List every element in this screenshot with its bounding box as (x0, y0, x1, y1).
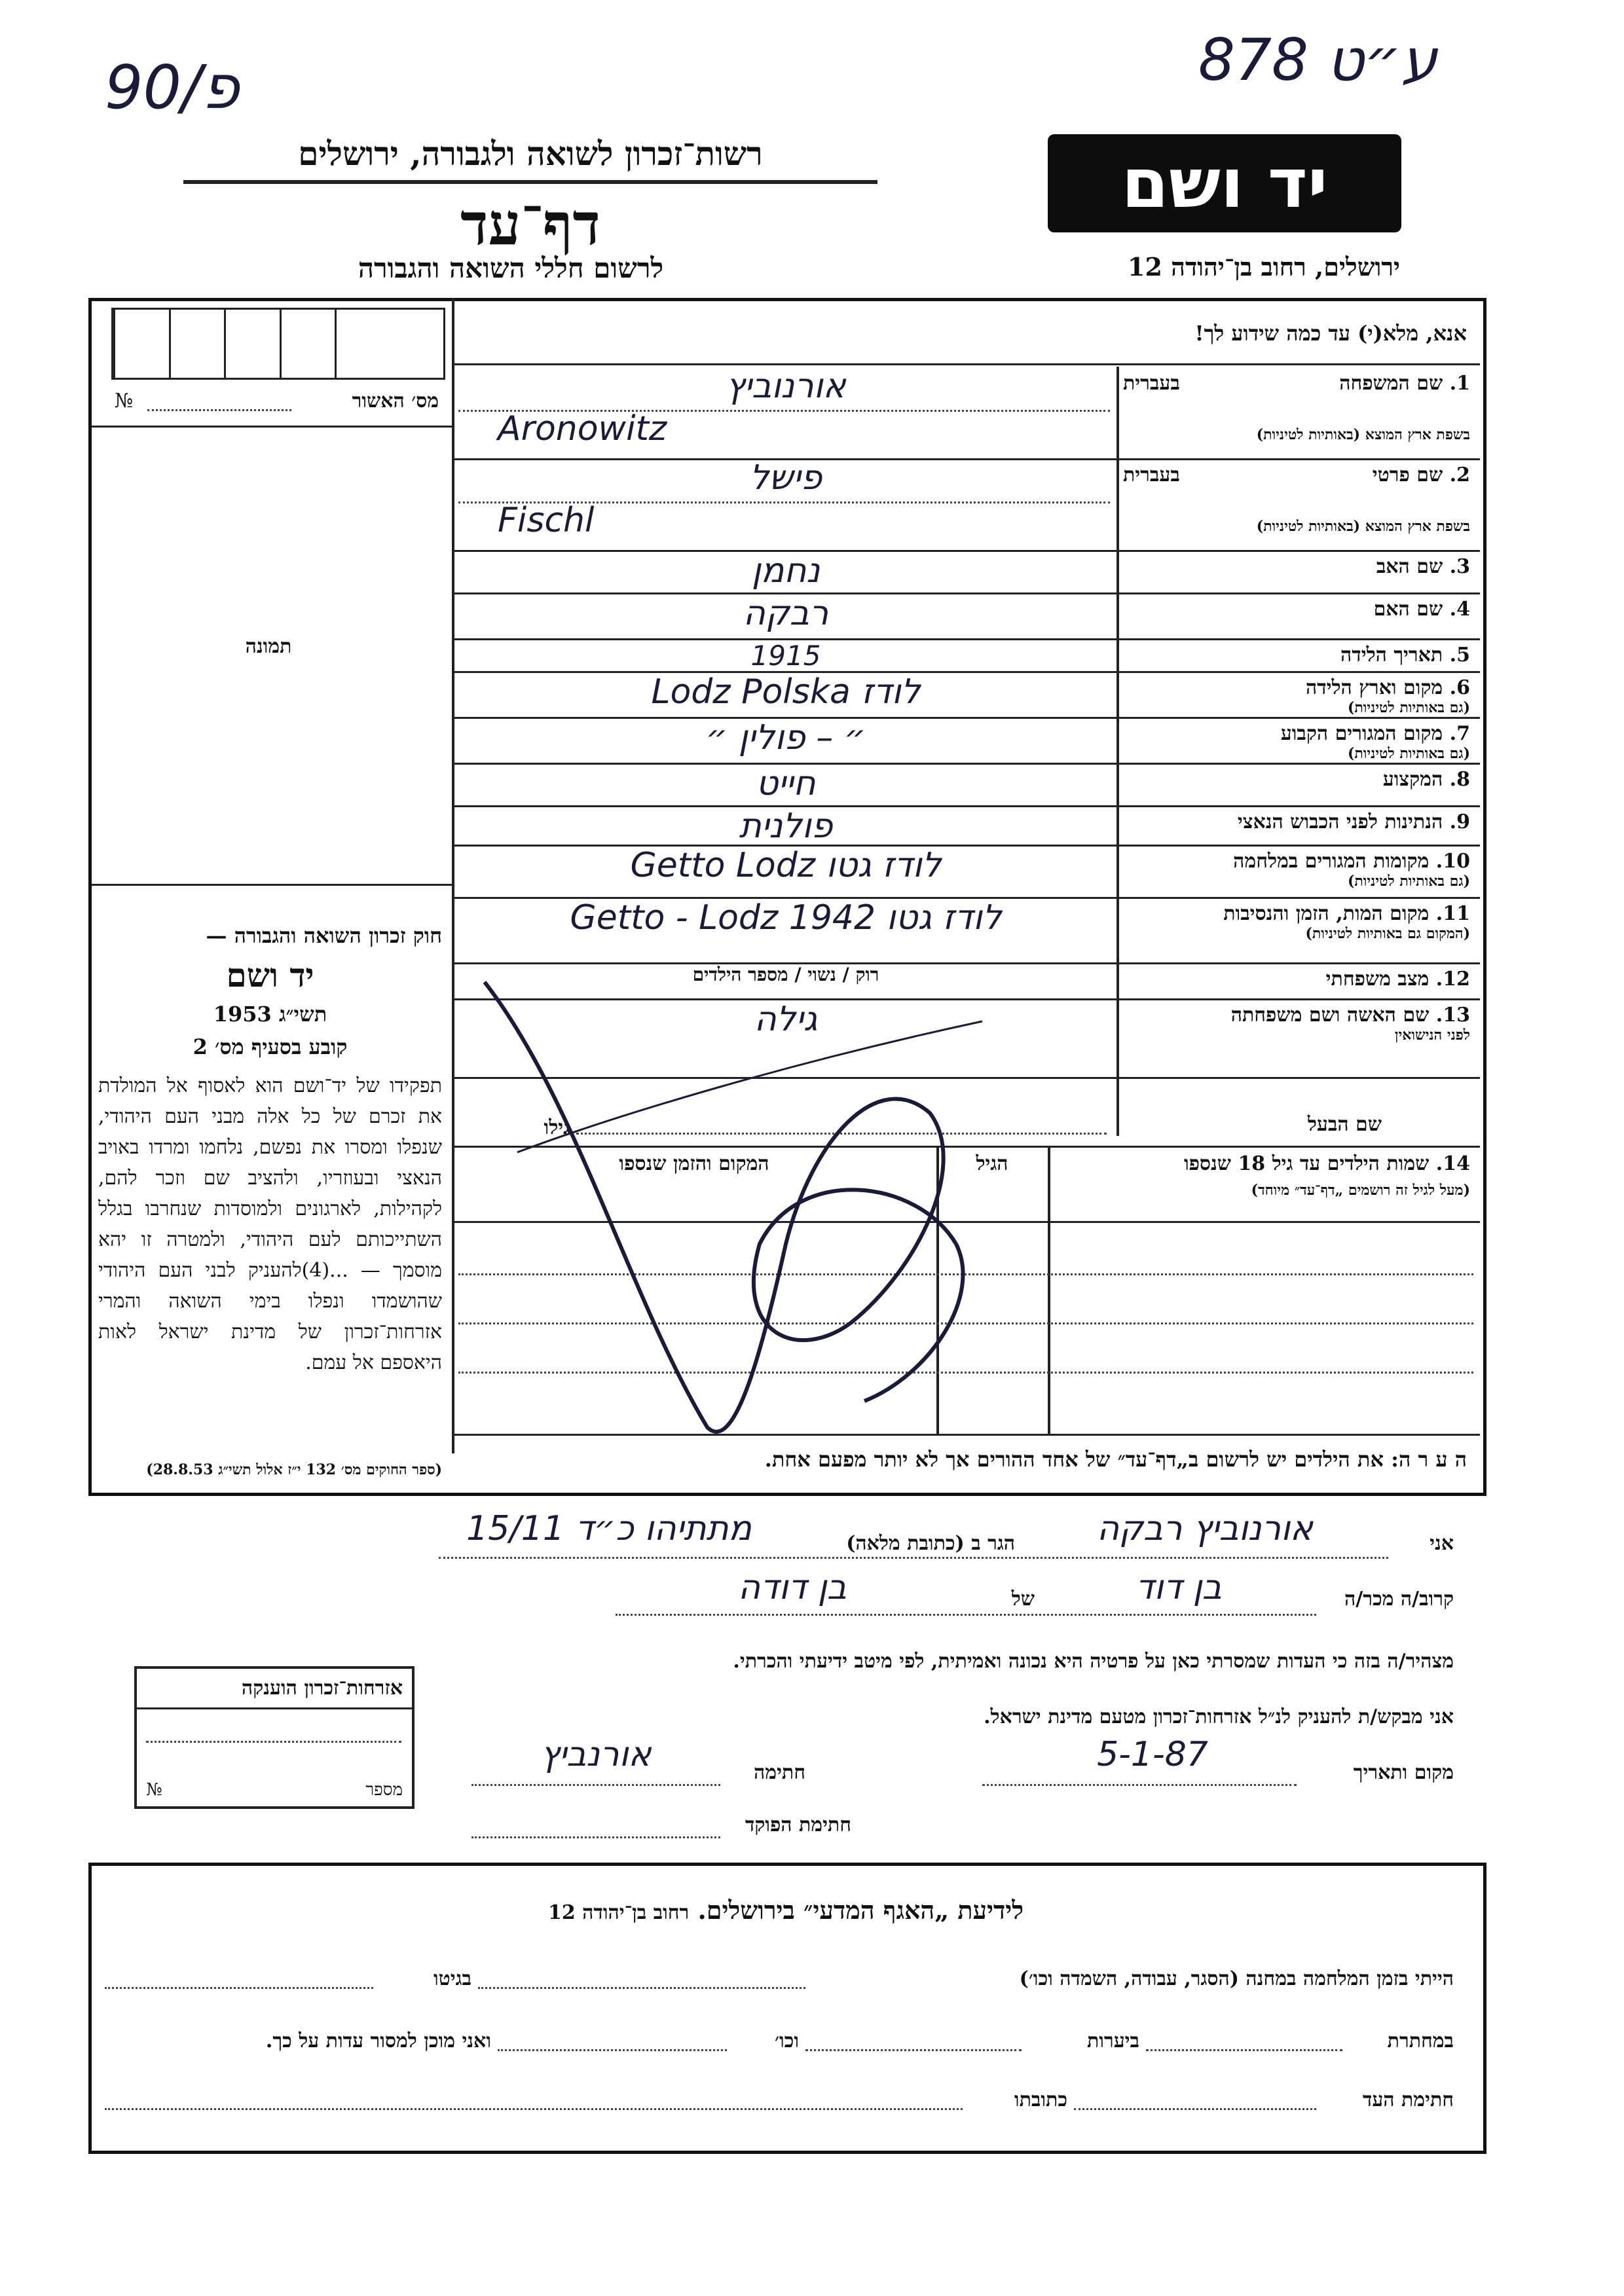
declarant-address-hand: מתתיהו כ״ד 15/11 (466, 1509, 752, 1548)
form-subtitle: לרשום חללי השואה והגבורה (358, 252, 664, 284)
bottom-title-text: לידיעת „האגף המדעי״ בירושלים. (697, 1895, 1024, 1925)
row-6-label-line (1123, 676, 1470, 699)
ghetto-field[interactable] (105, 1987, 373, 1989)
row-1-label: שם המשפחה (1339, 372, 1443, 395)
row-1-hebrew-tag: בעברית (1123, 372, 1180, 395)
row-13-number: 13. (1435, 1004, 1470, 1027)
bottom-line2-testimony: ואני מוכן למסור עדות על כך. (265, 2030, 491, 2052)
bottom-address: רחוב בן־יהודה 12 (547, 1901, 690, 1924)
declaration-i-am: אני (1430, 1532, 1454, 1555)
underground-field[interactable] (1146, 2049, 1342, 2051)
row-6-number: 6. (1449, 676, 1470, 699)
relative-hand: בן דוד (1135, 1568, 1222, 1607)
approval-number-label: № (115, 390, 134, 412)
row-6-label-cell (1123, 676, 1470, 716)
row-2-sublabel: בשפת ארץ המוצא (באותיות לטיניות) (1256, 518, 1470, 535)
citizenship-box (134, 1666, 415, 1809)
row-4-label: שם האם (1373, 598, 1443, 621)
row-13-sublabel: לפני הנישואין (1394, 1027, 1470, 1044)
row-5-number: 5. (1449, 644, 1470, 666)
bottom-line1-camp: הייתי בזמן המלחמה במחנה (הסגר, עבודה, השמדה וכו׳) (1019, 1967, 1454, 1990)
header-org-underline (183, 180, 877, 184)
row-10-number: 10. (1435, 850, 1470, 873)
row-7-sublabel: (גם באותיות לטיניות) (1347, 745, 1470, 762)
row14-number: 14. (1435, 1152, 1470, 1175)
bottom-line3-address: כתובתו (1014, 2088, 1067, 2111)
bottom-line2-underground: במחתרת (1387, 2030, 1454, 2052)
law-year-number: 1953 (213, 1002, 272, 1027)
row-1-latin-value: Aronowitz (498, 409, 667, 448)
row-5-label: תאריך הלידה (1340, 644, 1443, 666)
row-10-label-line (1123, 850, 1470, 873)
row-10-value: Getto Lodz לודז גטו (630, 846, 942, 885)
declaration-resides: הגר ב (כתובת מלאה) (846, 1532, 1015, 1555)
signature-field[interactable] (471, 1784, 720, 1786)
declaration-request: אני מבקש/ת להעניק לנ״ל אזרחות־זכרון מטעם מדינת ישראל. (984, 1705, 1454, 1728)
top-right-handwritten-number: 878 ע״ט (1198, 26, 1437, 94)
of-label: של (1011, 1588, 1035, 1611)
left-column-divider (452, 298, 454, 1453)
row-9-label: הנתינות לפני הכבוש הנאצי (1237, 811, 1443, 833)
approval-label: מס׳ האשור (352, 390, 439, 412)
row-10-label: מקומות המגורים במלחמה (1233, 850, 1430, 873)
row-1-hebrew-value: אורנוביץ (726, 367, 846, 406)
row-10-label-cell (1123, 850, 1470, 890)
row-12-label-cell (1123, 968, 1470, 991)
row-11-label: מקום המות, הזמן והנסיבות (1223, 902, 1430, 925)
camp-field[interactable] (478, 1987, 805, 1989)
row-2-field[interactable] (458, 501, 1110, 503)
law-year-hebrew: תשי״ג (278, 1002, 327, 1027)
row-7-number: 7. (1449, 722, 1470, 745)
row-12-number: 12. (1435, 968, 1470, 991)
signature-hand: אורנביץ (540, 1735, 652, 1774)
approval-boxes (111, 308, 445, 380)
logo-text: יד ושם (1121, 143, 1328, 223)
row-4-value: רבקה (743, 594, 829, 633)
row-11-sublabel: (המקום גם באותיות לטיניות) (1305, 925, 1470, 942)
row-7-label: מקום המגורים הקבוע (1280, 722, 1443, 745)
relative-field[interactable] (616, 1614, 1316, 1616)
etc-field[interactable] (498, 2049, 727, 2051)
row-11-number: 11. (1435, 902, 1470, 925)
row-2-hebrew-tag: בעברית (1123, 464, 1180, 486)
row-3-label-line (1123, 555, 1470, 578)
declarant-name-hand: אורנוביץ רבקה (1097, 1509, 1313, 1548)
row-9-number: 9. (1449, 811, 1470, 833)
witness-signature-field[interactable] (1074, 2108, 1316, 2110)
row-2-latin-value: Fischl (498, 501, 595, 540)
law-year (98, 1002, 442, 1027)
row-8-label-cell (1123, 768, 1470, 791)
of-hand: בן דודה (738, 1568, 847, 1607)
corner-handwritten-mark: 90/פ (105, 52, 240, 122)
yad-vashem-logo (1048, 134, 1401, 232)
forests-field[interactable] (805, 2049, 1022, 2051)
row-6-value: Lodz Polska לודז (651, 672, 921, 712)
approval-number-field[interactable] (147, 409, 291, 411)
row-2-number: 2. (1449, 464, 1470, 486)
official-signature-field[interactable] (471, 1836, 720, 1838)
row-3-label: שם האב (1376, 555, 1443, 578)
law-text: תפקידו של יד־ושם הוא לאסוף אל המולדת את זכרם של כל אלה מבני העם היהודי, שנפלו ומסרו את נפשם, נלחמו ומרדו באויב הנאצי ובעוזריו, ולהציב שם וזכר להם, לקהילות, לארגונים ולמוסדות שנחרבו בגלל השתייכותם לעם היהודי, ולמטרה זו יהא מוסמך — ...(4)להעניק לבני העם היהודי שהושמדו ונפלו בימי השואה והמרי אזרחות־זכרון של מדינת ישראל לאות היאספם אל עמם. (98, 1074, 443, 1374)
row-3-number: 3. (1449, 555, 1470, 578)
row-13-value: גילה (754, 1000, 818, 1039)
row-5-label-cell (1123, 644, 1470, 666)
row-11-value: Getto - Lodz 1942 לודז גטו (570, 898, 1002, 938)
row14-title: שמות הילדים עד גיל 18 שנספו (1183, 1152, 1430, 1175)
row-5-label-line (1123, 644, 1470, 666)
row-7-label-line (1123, 722, 1470, 745)
law-source: (ספר החוקים מס׳ 132 י״ז אלול תשי״ג 28.8.53) (146, 1461, 442, 1478)
citizenship-no: № (146, 1780, 162, 1800)
row-13-label: שם האשה ושם משפחתה (1230, 1004, 1430, 1027)
citizenship-title: אזרחות־זכרון הוענקה (137, 1669, 412, 1709)
row-6-sublabel: (גם באותיות לטיניות) (1347, 699, 1470, 716)
form-title: דף־עד (460, 190, 600, 258)
official-signature-label: חתימת הפוקד (745, 1813, 851, 1836)
children-label (1061, 1152, 1470, 1175)
row-10-sublabel: (גם באותיות לטיניות) (1347, 873, 1470, 890)
bottom-line2-etc: וכו׳ (775, 2030, 799, 2052)
husband-label: שם הבעל (1307, 1113, 1382, 1136)
note-text: ה ע ר ה: את הילדים יש לרשום ב„דף־עד״ של אחד ההורים אך לא יותר מפעם אחת. (764, 1447, 1467, 1472)
row-6-label: מקום וארץ הלידה (1305, 676, 1443, 699)
place-date-field[interactable] (982, 1784, 1297, 1786)
row-2-hebrew-value: פישל (749, 458, 822, 498)
row-1-sublabel: בשפת ארץ המוצא (באותיות לטיניות) (1256, 426, 1470, 443)
row-12-label-line (1123, 968, 1470, 991)
bottom-line1-ghetto: בגיטו (433, 1967, 471, 1990)
row-8-value: חייט (756, 764, 816, 803)
row-2-label: שם פרטי (1372, 464, 1443, 486)
header-org: רשות־זכרון לשואה ולגבורה, ירושלים (298, 134, 763, 173)
photo-label: תמונה (245, 635, 292, 658)
signature-label: חתימה (754, 1761, 805, 1784)
row-8-number: 8. (1449, 768, 1470, 791)
header-address: ירושלים, רחוב בן־יהודה 12 (1128, 252, 1400, 282)
row-7-label-cell (1123, 722, 1470, 762)
row-8-label-line (1123, 768, 1470, 791)
row-12-value: רוק / נשוי / מספר הילדים (692, 964, 879, 985)
row-13-label-line (1123, 1004, 1470, 1027)
label-column-divider (1116, 367, 1119, 1136)
row-4-label-line (1123, 598, 1470, 621)
age-label: גילו (544, 1116, 570, 1139)
witness-address-field[interactable] (105, 2108, 963, 2110)
row-7-value: ״ – פולין ״ (705, 718, 866, 757)
place-date-label: מקום ותאריך (1353, 1761, 1454, 1784)
row-12-label: מצב משפחתי (1325, 968, 1430, 991)
children-place-column-header: המקום והזמן שנספו (619, 1152, 769, 1175)
row-1-number: 1. (1449, 372, 1470, 395)
relative-label: קרוב/ה מכר/ה (1344, 1588, 1454, 1611)
row-11-label-cell (1123, 902, 1470, 942)
row-9-label-cell (1123, 811, 1470, 833)
bottom-title (393, 1895, 1179, 1925)
row-1-field[interactable] (458, 410, 1110, 412)
children-sublabel: (מעל לגיל זה רושמים „דף־עד״ מיוחד) (1251, 1182, 1470, 1199)
row-9-label-line (1123, 811, 1470, 833)
row-4-label-cell (1123, 598, 1470, 621)
row-3-value: נחמן (751, 551, 821, 591)
citizenship-number: מספר (365, 1780, 403, 1800)
law-title: חוק זכרון השואה והגבורה — (206, 923, 442, 948)
law-clause: קובע בסעיף מס׳ 2 (193, 1034, 348, 1059)
law-name: יד ושם (226, 956, 314, 994)
row-4-number: 4. (1449, 598, 1470, 621)
handwritten-scribble (458, 969, 1048, 1467)
place-date-hand: 5-1-87 (1097, 1735, 1208, 1774)
row-13-label-cell (1123, 1004, 1470, 1044)
row-8-label: המקצוע (1382, 768, 1443, 791)
form-intro: אנא, מלא(י) עד כמה שידוע לך! (1194, 321, 1467, 346)
row-3-label-cell (1123, 555, 1470, 578)
declaration-statement: מצהיר/ה בזה כי העדות שמסרתי כאן על פרטיה היא נכונה ואמיתית, לפי מיטב ידיעתי והכרתי. (733, 1650, 1454, 1673)
row-11-label-line (1123, 902, 1470, 925)
declarant-address-field[interactable] (439, 1557, 1388, 1559)
bottom-line3-witness-signature: חתימת העד (1362, 2088, 1454, 2111)
bottom-line2-forests: ביערות (1086, 2030, 1139, 2052)
row-9-value: פולנית (739, 807, 833, 846)
row-5-value: 1915 (750, 640, 821, 672)
children-age-column-header: הגיל (976, 1152, 1008, 1175)
